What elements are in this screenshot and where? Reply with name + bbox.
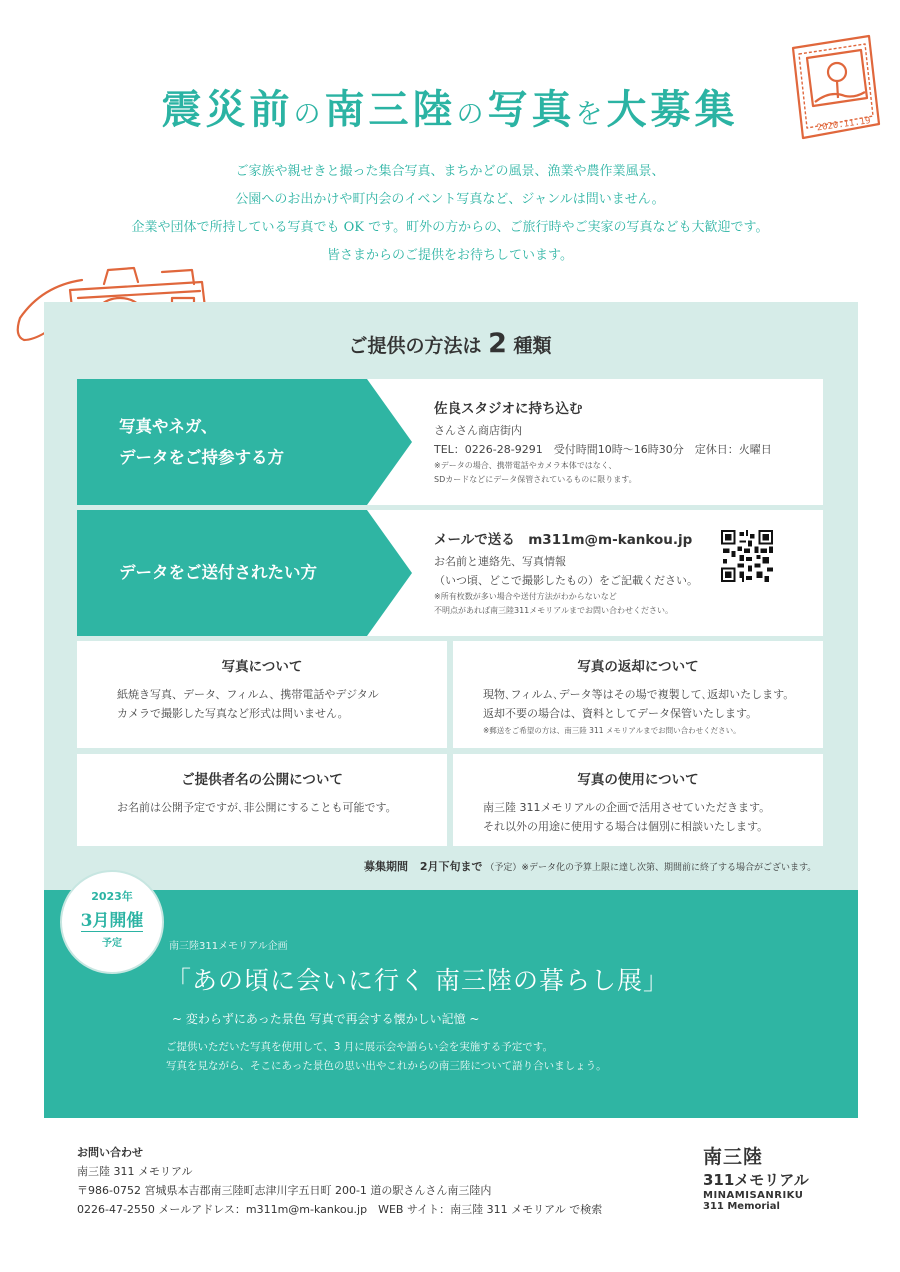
studio-location: さんさん商店街内 — [434, 424, 522, 437]
studio-note: SDカードなどにデータ保管されているものに限ります。 — [434, 475, 637, 484]
card-title: ご提供者名の公開について — [181, 772, 343, 788]
exhibition-section — [44, 890, 858, 1118]
period-label: 募集期間 — [364, 860, 408, 873]
card-photo-return — [453, 641, 823, 748]
email-note: ※所有枚数が多い場合や送付方法がわからないなど — [434, 592, 617, 601]
card-name-disclosure — [77, 754, 447, 846]
stamp-date: 2020.11.19 — [816, 116, 872, 134]
card-body: 南三陸 311メモリアルの企画で活用させていただきます。 それ以外の用途に使用する場合は個別に相談いたします。 — [483, 801, 771, 833]
card-title: 写真について — [221, 659, 303, 675]
card-title: 写真の使用について — [577, 772, 699, 788]
card-body: 現物､フィルム､データ等はその場で複製して､返却いたします。 返却不要の場合は、資料としてデータ保管いたします。 — [483, 688, 795, 720]
intro-line: 企業や団体で所持している写真でも OK です。町外の方からの、ご旅行時やご実家の写真なども大歓迎です。 — [131, 220, 769, 235]
contact-name: 南三陸 311 メモリアル — [77, 1165, 193, 1178]
methods-heading: ご提供の方法は 2 種類 — [348, 328, 552, 359]
event-date-badge — [60, 870, 164, 974]
method-send-data-label: データをご送付されたい方 — [119, 563, 317, 582]
intro-line: ご家族や親せきと撮った集合写真、まちかどの風景、漁業や農作業風景、 — [235, 164, 665, 179]
contact-address: 〒986-0752 宮城県本吉郡南三陸町志津川字五日町 200-1 道の駅さんさん南三陸内 — [77, 1184, 492, 1197]
email-instructions: （いつ頃、どこで撮影したもの）をご記載ください。 — [434, 574, 698, 587]
card-title: 写真の返却について — [577, 659, 699, 675]
card-body: お名前は公開予定ですが､非公開にすることも可能です。 — [117, 801, 397, 814]
email-title: メールで送る m311m@m-kankou.jp — [434, 532, 693, 548]
qr-code-icon[interactable] — [721, 530, 773, 582]
exhibition-title: 「あの頃に会いに行く 南三陸の暮らし展」 — [166, 966, 669, 995]
card-about-photos — [77, 641, 447, 748]
method-send-data — [77, 510, 823, 636]
exhibition-tagline: ~ 変わらずにあった景色 写真で再会する懐かしい記憶 ~ — [172, 1012, 480, 1026]
card-note: ※郵送をご希望の方は、南三陸 311 メモリアルまでお問い合わせください。 — [483, 726, 741, 735]
method-bring-in-info — [434, 397, 813, 487]
intro-line: 公園へのお出かけや町内会のイベント写真など、ジャンルは問いません。 — [235, 192, 665, 207]
period-value: 2月下旬まで — [419, 860, 483, 873]
email-note: 不明点があれば南三陸311メモリアルまでお問い合わせください。 — [434, 606, 673, 615]
intro-line: 皆さまからのご提供をお待ちしています。 — [327, 248, 573, 263]
card-photo-usage — [453, 754, 823, 846]
email-instructions: お名前と連絡先、写真情報 — [434, 555, 566, 568]
method-bring-in — [77, 379, 823, 505]
badge-plan: 予定 — [102, 938, 122, 949]
exhibition-organizer: 南三陸311メモリアル企画 — [169, 941, 288, 952]
contact-heading: お問い合わせ — [77, 1146, 143, 1159]
recruitment-period — [364, 858, 816, 874]
period-note: （予定）※データ化の予算上限に達し次第、期間前に終了する場合がございます。 — [485, 863, 817, 873]
studio-note: ※データの場合、携帯電話やカメラ本体ではなく、 — [434, 461, 617, 470]
badge-year: 2023年 — [91, 890, 133, 903]
minamisanriku-311-logo: 南三陸 311メモリアル MINAMISANRIKU 311 Memorial — [703, 1146, 809, 1212]
intro-text — [0, 158, 900, 270]
studio-title: 佐良スタジオに持ち込む — [434, 401, 583, 417]
studio-contact: TEL：0226-28-9291 受付時間10時～16時30分 定休日：火曜日 — [434, 443, 772, 456]
contact-phone-mail: 0226-47-2550 メールアドレス：m311m@m-kankou.jp WEB サイト：南三陸 311 メモリアル で検索 — [77, 1203, 603, 1216]
badge-month: 3月開催 — [62, 906, 162, 932]
contact-info — [77, 1143, 602, 1219]
card-body: 紙焼き写真、データ、フィルム、携帯電話やデジタル カメラで撮影した写真など形式は問いません。 — [117, 688, 379, 720]
exhibition-description: ご提供いただいた写真を使用して、3 月に展示会や語らい会を実施する予定です。 写真を見ながら、そこにあった景色の思い出やこれからの南三陸について語り合いましょう。 — [166, 1041, 607, 1072]
page-title: 震災前の南三陸の写真を大募集 — [161, 86, 739, 133]
method-bring-in-label: 写真やネガ、 データをご持参する方 — [119, 417, 284, 467]
